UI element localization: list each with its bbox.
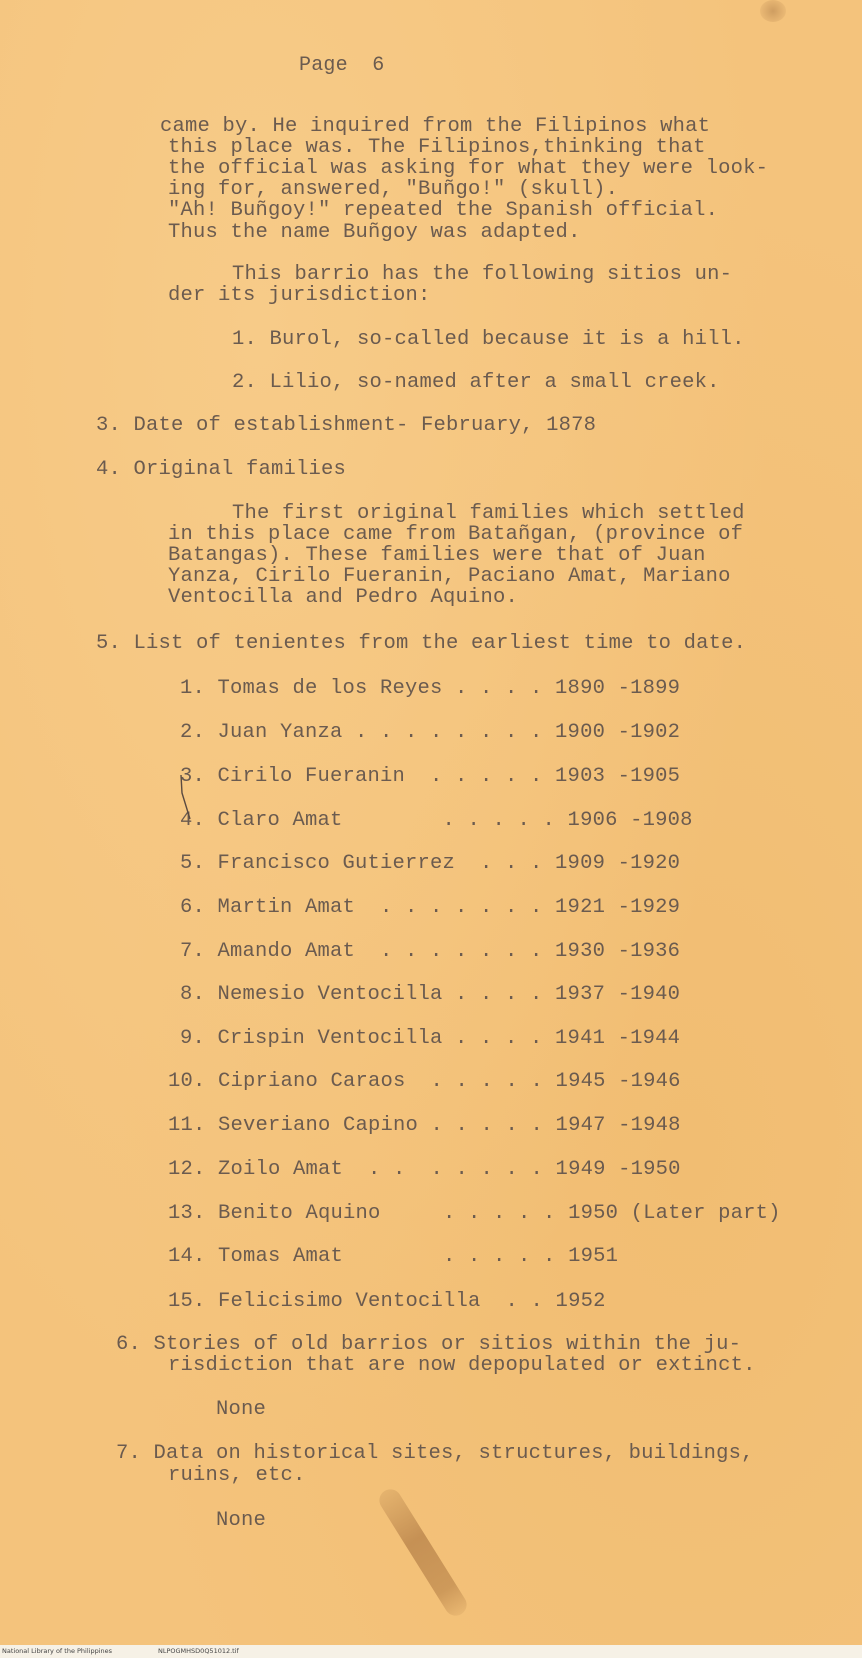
- teniente-row: 13. Benito Aquino . . . . . 1950 (Later part): [168, 1202, 781, 1225]
- teniente-row: 3. Cirilo Fueranin . . . . . 1903 -1905: [180, 765, 681, 788]
- paragraph-line: this place was. The Filipinos,thinking that: [168, 136, 706, 159]
- stain-mark: [760, 0, 786, 22]
- section-heading: ruins, etc.: [168, 1464, 306, 1487]
- paragraph-line: in this place came from Batañgan, (province of: [168, 523, 744, 546]
- footer-source: National Library of the Philippines: [2, 1647, 113, 1655]
- sitio-item: 1. Burol, so-called because it is a hill.: [232, 328, 745, 351]
- section-heading: 3. Date of establishment- February, 1878: [96, 414, 597, 437]
- teniente-row: 11. Severiano Capino . . . . . 1947 -1948: [168, 1114, 681, 1137]
- paragraph-line: ing for, answered, "Buñgo!" (skull).: [168, 178, 619, 201]
- section-heading: 7. Data on historical sites, structures, buildings,: [116, 1442, 754, 1465]
- paragraph-line: Ventocilla and Pedro Aquino.: [168, 586, 519, 609]
- section-answer: None: [216, 1509, 267, 1532]
- section-answer: None: [216, 1398, 267, 1421]
- teniente-row: 5. Francisco Gutierrez . . . 1909 -1920: [180, 852, 681, 875]
- page-number: Page 6: [299, 54, 385, 77]
- teniente-row: 2. Juan Yanza . . . . . . . . 1900 -1902: [180, 721, 681, 744]
- footer-bar: [0, 1645, 862, 1658]
- section-heading: 5. List of tenientes from the earliest time to date.: [96, 632, 747, 655]
- teniente-row: 10. Cipriano Caraos . . . . . 1945 -1946: [168, 1070, 681, 1093]
- teniente-row: 12. Zoilo Amat . . . . . . . 1949 -1950: [168, 1158, 681, 1181]
- teniente-row: 15. Felicisimo Ventocilla . . 1952: [168, 1290, 606, 1313]
- paragraph-line: Yanza, Cirilo Fueranin, Paciano Amat, Mariano: [168, 565, 731, 588]
- teniente-row: 1. Tomas de los Reyes . . . . 1890 -1899: [180, 677, 681, 700]
- paragraph-line: The first original families which settled: [232, 502, 745, 525]
- paragraph-line: "Ah! Buñgoy!" repeated the Spanish official.: [168, 199, 719, 222]
- paragraph-line: This barrio has the following sitios un-: [232, 263, 733, 286]
- section-heading: 4. Original families: [96, 458, 347, 481]
- teniente-row: 7. Amando Amat . . . . . . . 1930 -1936: [180, 940, 681, 963]
- teniente-row: 14. Tomas Amat . . . . . 1951: [168, 1245, 619, 1268]
- teniente-row: 4. Claro Amat . . . . . 1906 -1908: [180, 809, 693, 832]
- stain-mark: [375, 1485, 470, 1620]
- teniente-row: 8. Nemesio Ventocilla . . . . 1937 -1940: [180, 983, 681, 1006]
- paragraph-line: came by. He inquired from the Filipinos what: [160, 115, 711, 138]
- teniente-row: 9. Crispin Ventocilla . . . . 1941 -1944: [180, 1027, 681, 1050]
- footer-filename: NLPOGMHSD0Q51012.tif: [158, 1647, 239, 1655]
- sitio-item: 2. Lilio, so-named after a small creek.: [232, 371, 720, 394]
- paragraph-line: the official was asking for what they were look-: [168, 157, 769, 180]
- teniente-row: 6. Martin Amat . . . . . . . 1921 -1929: [180, 896, 681, 919]
- paragraph-line: der its jurisdiction:: [168, 284, 431, 307]
- pen-mark-icon: [178, 773, 192, 823]
- paragraph-line: Batangas). These families were that of Juan: [168, 544, 706, 567]
- paragraph-line: Thus the name Buñgoy was adapted.: [168, 221, 581, 244]
- section-heading: risdiction that are now depopulated or extinct.: [168, 1354, 756, 1377]
- section-heading: 6. Stories of old barrios or sitios within the ju-: [116, 1333, 742, 1356]
